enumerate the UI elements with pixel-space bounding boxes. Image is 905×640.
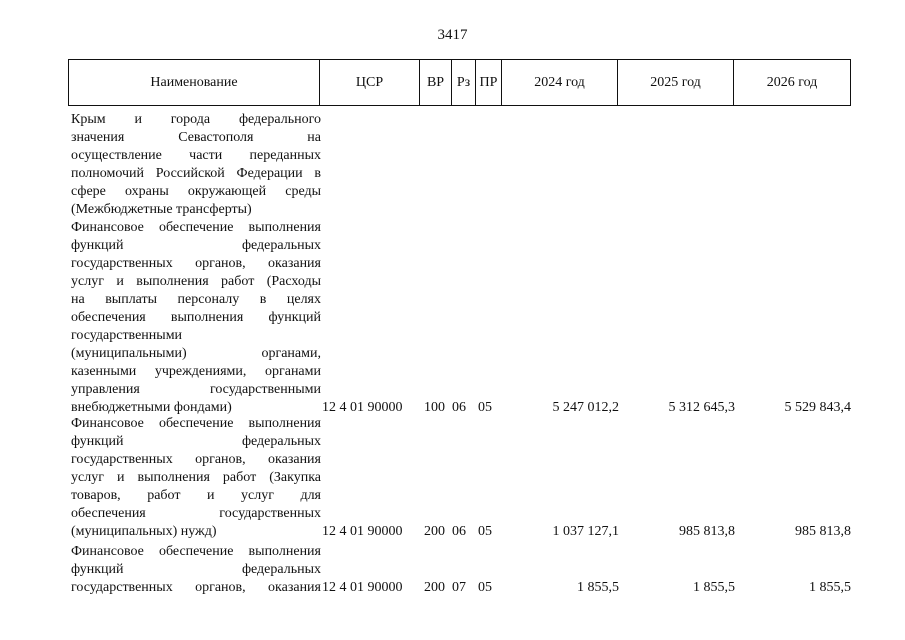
name-line: (муниципальных) нужд): [71, 524, 217, 539]
name-line: функций федеральных: [71, 238, 321, 253]
cell-2024: 5 247 012,2: [552, 400, 619, 415]
cell-pr: 05: [478, 524, 492, 539]
cell-csr: 12 4 01 90000: [322, 580, 403, 595]
name-line: государственных органов, оказания: [71, 452, 321, 467]
cell-rz: 06: [452, 524, 466, 539]
cell-pr: 05: [478, 400, 492, 415]
cell-rz: 06: [452, 400, 466, 415]
header-2025: 2025 год: [617, 60, 733, 105]
name-line: сфере охраны окружающей среды: [71, 184, 321, 199]
cell-vr: 200: [424, 580, 445, 595]
name-line: государственных органов, оказания: [71, 256, 321, 271]
name-line: казенными учреждениями, органами: [71, 364, 321, 379]
cell-vr: 200: [424, 524, 445, 539]
name-line: Финансовое обеспечение выполнения: [71, 416, 321, 431]
header-2024: 2024 год: [501, 60, 617, 105]
name-line: Финансовое обеспечение выполнения: [71, 544, 321, 559]
header-name: Наименование: [150, 74, 238, 90]
row-name: [71, 415, 321, 541]
name-line: на выплаты персоналу в целях: [71, 292, 321, 307]
name-line: функций федеральных: [71, 562, 321, 577]
name-line: (муниципальными) органами,: [71, 346, 321, 361]
table-header: [68, 59, 851, 106]
name-line: услуг и выполнения работ (Закупка: [71, 470, 321, 485]
cell-pr: 05: [478, 580, 492, 595]
name-line: полномочий Российской Федерации в: [71, 166, 321, 181]
name-line: внебюджетными фондами): [71, 400, 232, 415]
cell-csr: 12 4 01 90000: [322, 524, 403, 539]
name-line: государственных органов, оказания: [71, 580, 321, 595]
name-line: Финансовое обеспечение выполнения: [71, 220, 321, 235]
name-line: государственными: [71, 328, 183, 343]
name-line: управления государственными: [71, 382, 321, 397]
row-name: [71, 111, 321, 219]
name-line: (Межбюджетные трансферты): [71, 202, 252, 217]
header-2026: 2026 год: [733, 60, 850, 105]
name-line: Крым и города федерального: [71, 112, 321, 127]
cell-vr: 100: [424, 400, 445, 415]
row-name: [71, 219, 321, 417]
cell-2026: 1 855,5: [809, 580, 851, 595]
header-rz: Рз: [451, 60, 475, 105]
name-line: обеспечения государственных: [71, 506, 321, 521]
name-line: значения Севастополя на: [71, 130, 321, 145]
cell-2025: 1 855,5: [693, 580, 735, 595]
cell-2026: 5 529 843,4: [784, 400, 851, 415]
page-number: 3417: [437, 27, 468, 43]
cell-2024: 1 855,5: [577, 580, 619, 595]
header-vr: ВР: [419, 60, 451, 105]
name-line: товаров, работ и услуг для: [71, 488, 321, 503]
name-line: услуг и выполнения работ (Расходы: [71, 274, 321, 289]
header-csr: ЦСР: [319, 60, 419, 105]
cell-csr: 12 4 01 90000: [322, 400, 403, 415]
name-line: обеспечения выполнения функций: [71, 310, 321, 325]
row-name: [71, 543, 321, 597]
cell-rz: 07: [452, 580, 466, 595]
cell-2024: 1 037 127,1: [552, 524, 619, 539]
name-line: осуществление части переданных: [71, 148, 321, 163]
cell-2026: 985 813,8: [795, 524, 851, 539]
cell-2025: 985 813,8: [679, 524, 735, 539]
name-line: функций федеральных: [71, 434, 321, 449]
header-pr: ПР: [475, 60, 501, 105]
cell-2025: 5 312 645,3: [668, 400, 735, 415]
